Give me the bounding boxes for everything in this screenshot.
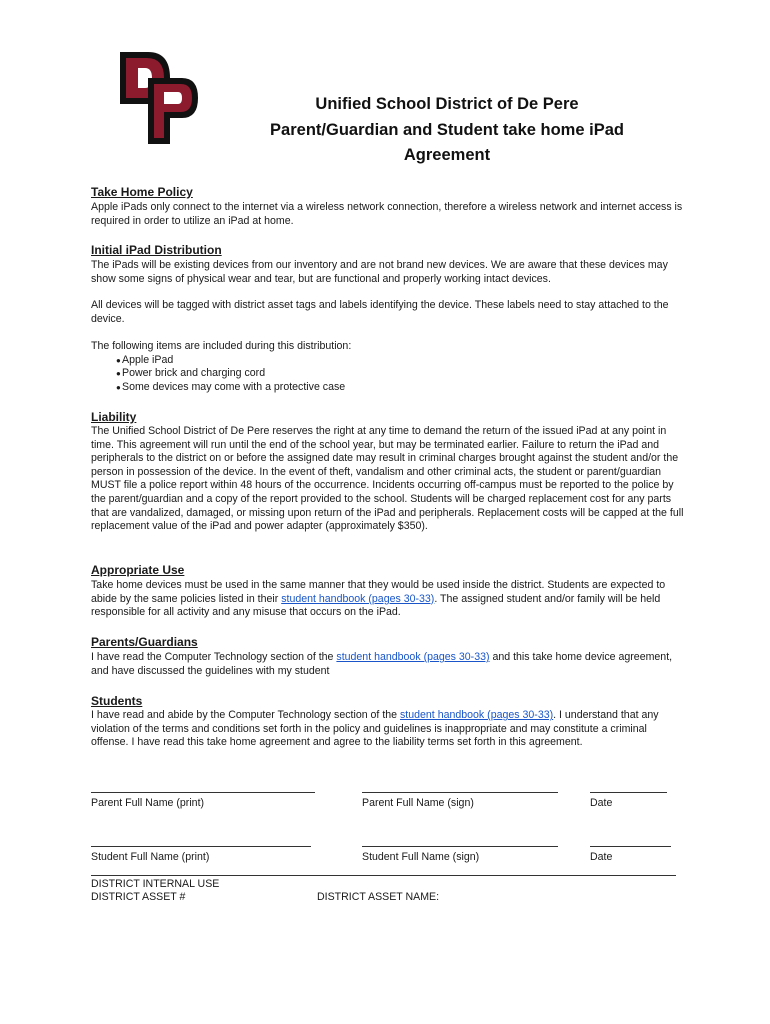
take-home-text: Apple iPads only connect to the internet via a wireless network connection, therefore a wireless network and internet access is required in order to utilize an iPad at home. <box>91 201 683 227</box>
liability-text: The Unified School District of De Pere reserves the right at any time to demand the return of the issued iPad at any point in time. This agreement will run until the end of the school year, but may be terminated earlier. Failure to return the iPad and peripherals to the district on or before the assigned date may result in criminal charges brought against the student and/or the person in possession of the device. In the event of theft, vandalism and other criminal acts, the student or parent/guardian MUST file a police report within 48 hours of the occurrence. Incidents occurring off-campus must be reported to the police by the parent/guardian and a copy of the report provided to the school. Students will be charged replacement cost for any parts that are vandalized, damaged, or missing upon return of the iPad and peripherals. Replacement costs will be capped at the full replacement value of the iPad and power adapter (approximately $350). <box>91 425 684 533</box>
date-line-2[interactable] <box>590 846 671 847</box>
parent-print-label: Parent Full Name (print) <box>91 797 205 809</box>
heading-appropriate-use: Appropriate Use <box>91 563 185 577</box>
district-logo <box>118 48 200 146</box>
title-line-1: Unified School District of De Pere <box>315 95 579 113</box>
heading-initial-distribution: Initial iPad Distribution <box>91 243 222 257</box>
heading-students: Students <box>91 694 143 708</box>
title-line-2: Parent/Guardian and Student take home iPad <box>270 121 624 139</box>
parent-sign-line[interactable] <box>362 792 558 793</box>
title-line-3: Agreement <box>403 146 491 164</box>
list-item: ● Apple iPad <box>116 353 174 366</box>
distribution-items <box>91 354 686 395</box>
heading-parents-guardians: Parents/Guardians <box>91 635 198 649</box>
list-item: ● Some devices may come with a protective case <box>116 380 346 393</box>
appropriate-text: Take home devices must be used in the same manner that they would be used inside the district. Students are expected to abide by the same policies listed in their student handbook (pages 30-33). The assigned student and/or family will be held responsible for all activity and any misuse that occurs on the iPad. <box>91 579 666 619</box>
date-label-1: Date <box>590 797 613 809</box>
student-sign-label: Student Full Name (sign) <box>362 851 480 863</box>
heading-take-home-policy: Take Home Policy <box>91 185 193 199</box>
parent-sign-label: Parent Full Name (sign) <box>362 797 474 809</box>
district-asset-name: DISTRICT ASSET NAME: <box>317 891 440 903</box>
parents-text: I have read the Computer Technology section of the student handbook (pages 30-33) and this take home device agreement, and have discussed the guidelines with my student <box>91 651 673 677</box>
handbook-link[interactable]: student handbook (pages 30-33) <box>281 592 435 605</box>
list-item: ● Power brick and charging cord <box>116 367 266 380</box>
student-sign-line[interactable] <box>362 846 558 847</box>
date-label-2: Date <box>590 851 613 863</box>
district-divider <box>91 875 676 876</box>
district-asset-number: DISTRICT ASSET # <box>91 891 186 903</box>
heading-liability: Liability <box>91 410 137 424</box>
student-print-line[interactable] <box>91 846 311 847</box>
district-internal-use: DISTRICT INTERNAL USE <box>91 878 220 890</box>
handbook-link[interactable]: student handbook (pages 30-33) <box>336 651 490 663</box>
handbook-link[interactable]: student handbook (pages 30-33) <box>400 709 554 721</box>
initial-p3: The following items are included during this distribution: <box>91 340 352 352</box>
parent-print-line[interactable] <box>91 792 315 793</box>
initial-p1: The iPads will be existing devices from our inventory and are not brand new devices. We are aware that these devices may show some signs of physical wear and tear, but are functional and properly working intact devices. <box>91 259 668 285</box>
students-text: I have read and abide by the Computer Technology section of the student handbook (pages 30-33). I understand that any violation of the terms and conditions set forth in the policy and guidelines is inappropriate and may constitute a criminal offense. I have read this take home agreement and agree to the liability terms set forth in this agreement. <box>91 709 659 749</box>
date-line-1[interactable] <box>590 792 667 793</box>
initial-p2: All devices will be tagged with district asset tags and labels identifying the device. These labels need to stay attached to the device. <box>91 299 669 325</box>
student-print-label: Student Full Name (print) <box>91 851 210 863</box>
